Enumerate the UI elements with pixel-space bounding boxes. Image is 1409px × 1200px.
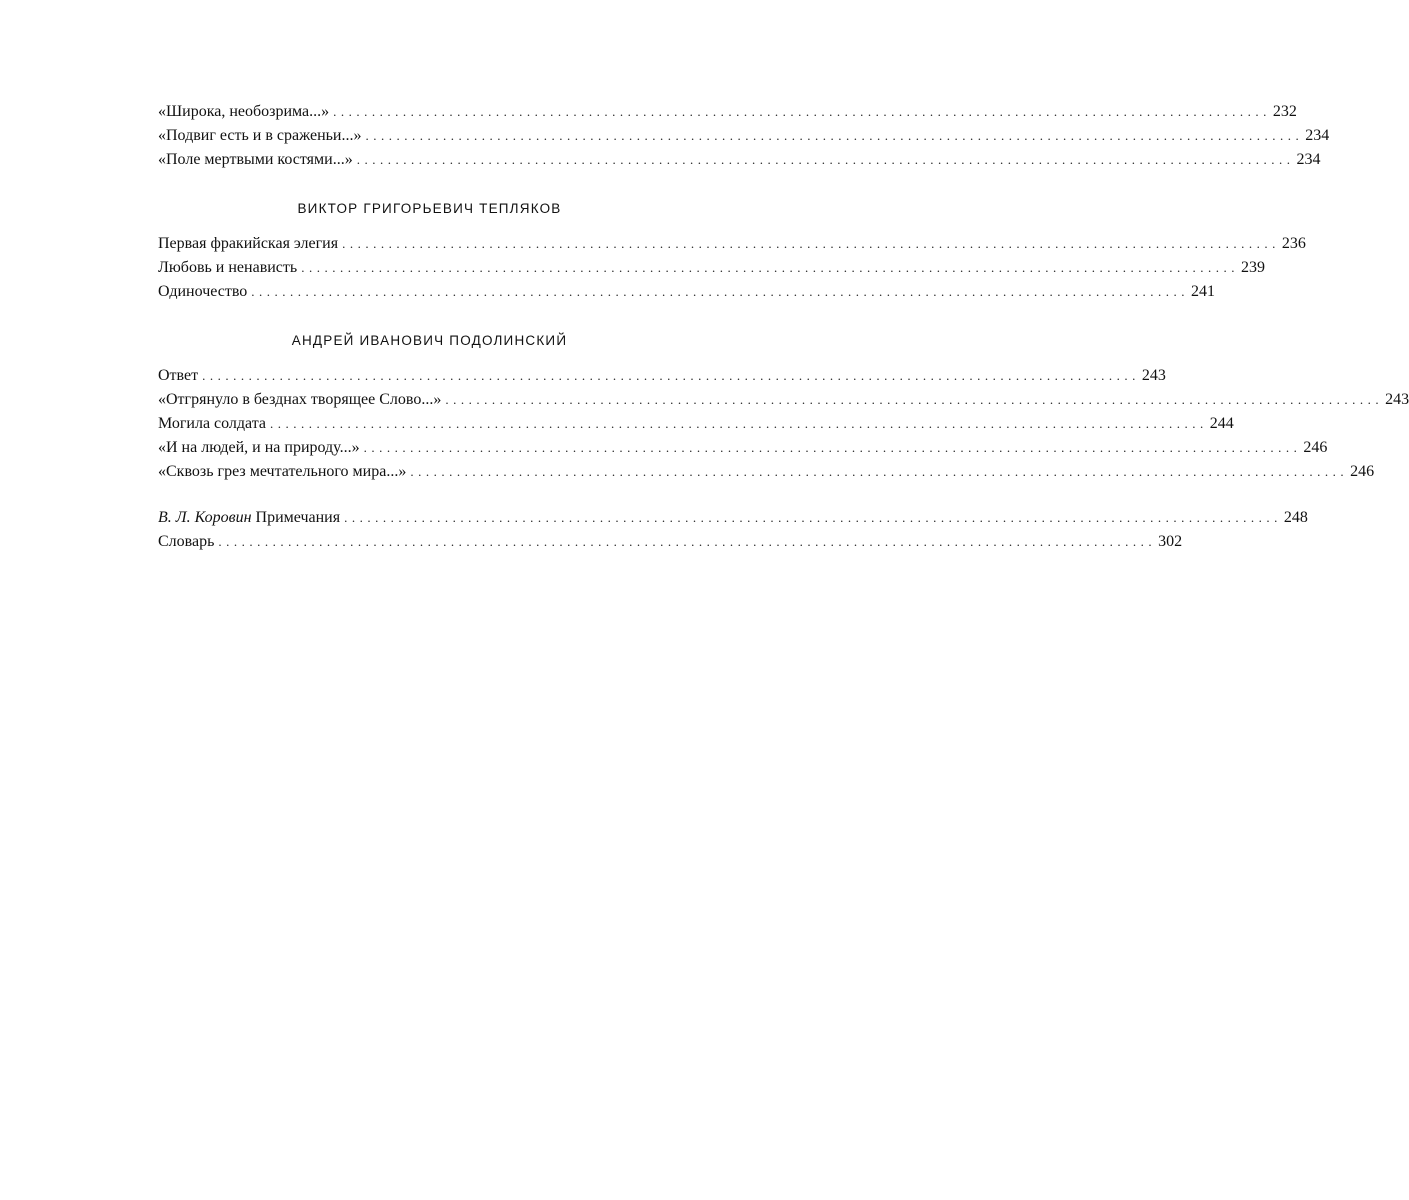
section-spacer: [158, 484, 701, 506]
toc-entry-page: 243: [1385, 391, 1409, 408]
table-of-contents: [158, 100, 1409, 554]
toc-entry-page: 241: [1191, 283, 1216, 300]
toc-entry-dictionary[interactable]: [158, 530, 1183, 554]
toc-entry-title: Любовь и ненависть: [158, 259, 298, 276]
toc-entry-page: 246: [1350, 463, 1375, 480]
dot-leader: .........................................................................................................................: [365, 128, 1304, 143]
toc-entry-title: Первая фракийская элегия: [158, 235, 339, 252]
dot-leader: .........................................................................................................................: [270, 416, 1208, 431]
dot-leader: .........................................................................................................................: [363, 440, 1302, 455]
toc-entry[interactable]: [158, 148, 1321, 172]
toc-entry[interactable]: [158, 460, 1375, 484]
toc-entry[interactable]: [158, 388, 1409, 412]
toc-entry-page: 244: [1209, 415, 1234, 432]
toc-entry-page: 232: [1272, 103, 1297, 120]
toc-entry-page: 239: [1240, 259, 1265, 276]
dot-leader: .........................................................................................................................: [333, 104, 1271, 119]
toc-entry-page: 243: [1141, 367, 1166, 384]
toc-entry[interactable]: [158, 232, 1306, 256]
toc-entry-title: «Поле мертвыми костями...»: [158, 151, 353, 168]
dot-leader: .........................................................................................................................: [356, 152, 1295, 167]
toc-entry-page: 234: [1296, 151, 1321, 168]
dot-leader: .........................................................................................................................: [202, 368, 1140, 383]
toc-entry[interactable]: [158, 280, 1216, 304]
toc-entry-notes[interactable]: [158, 506, 1308, 530]
toc-entry[interactable]: [158, 124, 1330, 148]
toc-entry-page: 236: [1281, 235, 1306, 252]
toc-entry[interactable]: [158, 364, 1166, 388]
toc-entry-page: 246: [1303, 439, 1328, 456]
dot-leader: .........................................................................................................................: [251, 284, 1190, 299]
toc-entry-title: Одиночество: [158, 283, 248, 300]
toc-entry-page: 302: [1158, 533, 1183, 550]
toc-entry-title: Ответ: [158, 367, 199, 384]
toc-entry-title: «Сквозь грез мечтательного мира...»: [158, 463, 407, 480]
toc-entry-title: «Широка, необозрима...»: [158, 103, 330, 120]
dot-leader: .........................................................................................................................: [342, 236, 1280, 251]
dot-leader: .........................................................................................................................: [445, 392, 1384, 407]
notes-title: Примечания: [255, 509, 341, 526]
dot-leader: .........................................................................................................................: [344, 510, 1282, 525]
toc-entry-title: Словарь: [158, 533, 215, 550]
dot-leader: .........................................................................................................................: [410, 464, 1349, 479]
toc-entry-page: 234: [1305, 127, 1330, 144]
toc-entry[interactable]: [158, 436, 1328, 460]
notes-author: В. Л. Коровин: [158, 509, 252, 526]
dot-leader: .........................................................................................................................: [218, 534, 1157, 549]
toc-entry[interactable]: [158, 100, 1297, 124]
section-heading-podolinsky: АНДРЕЙ ИВАНОВИЧ ПОДОЛИНСКИЙ: [291, 333, 568, 348]
toc-entry-title: «Подвиг есть и в сраженьи...»: [158, 127, 362, 144]
toc-entry-title: «Отгрянуло в безднах творящее Слово...»: [158, 391, 442, 408]
toc-entry-title: Могила солдата: [158, 415, 267, 432]
toc-entry-title: «И на людей, и на природу...»: [158, 439, 360, 456]
dot-leader: .........................................................................................................................: [301, 260, 1239, 275]
toc-entry-page: 248: [1283, 509, 1308, 526]
toc-entry[interactable]: [158, 412, 1234, 436]
toc-entry[interactable]: [158, 256, 1265, 280]
toc-entry-title: [158, 506, 344, 530]
section-heading-teplyakov: ВИКТОР ГРИГОРЬЕВИЧ ТЕПЛЯКОВ: [297, 201, 562, 216]
